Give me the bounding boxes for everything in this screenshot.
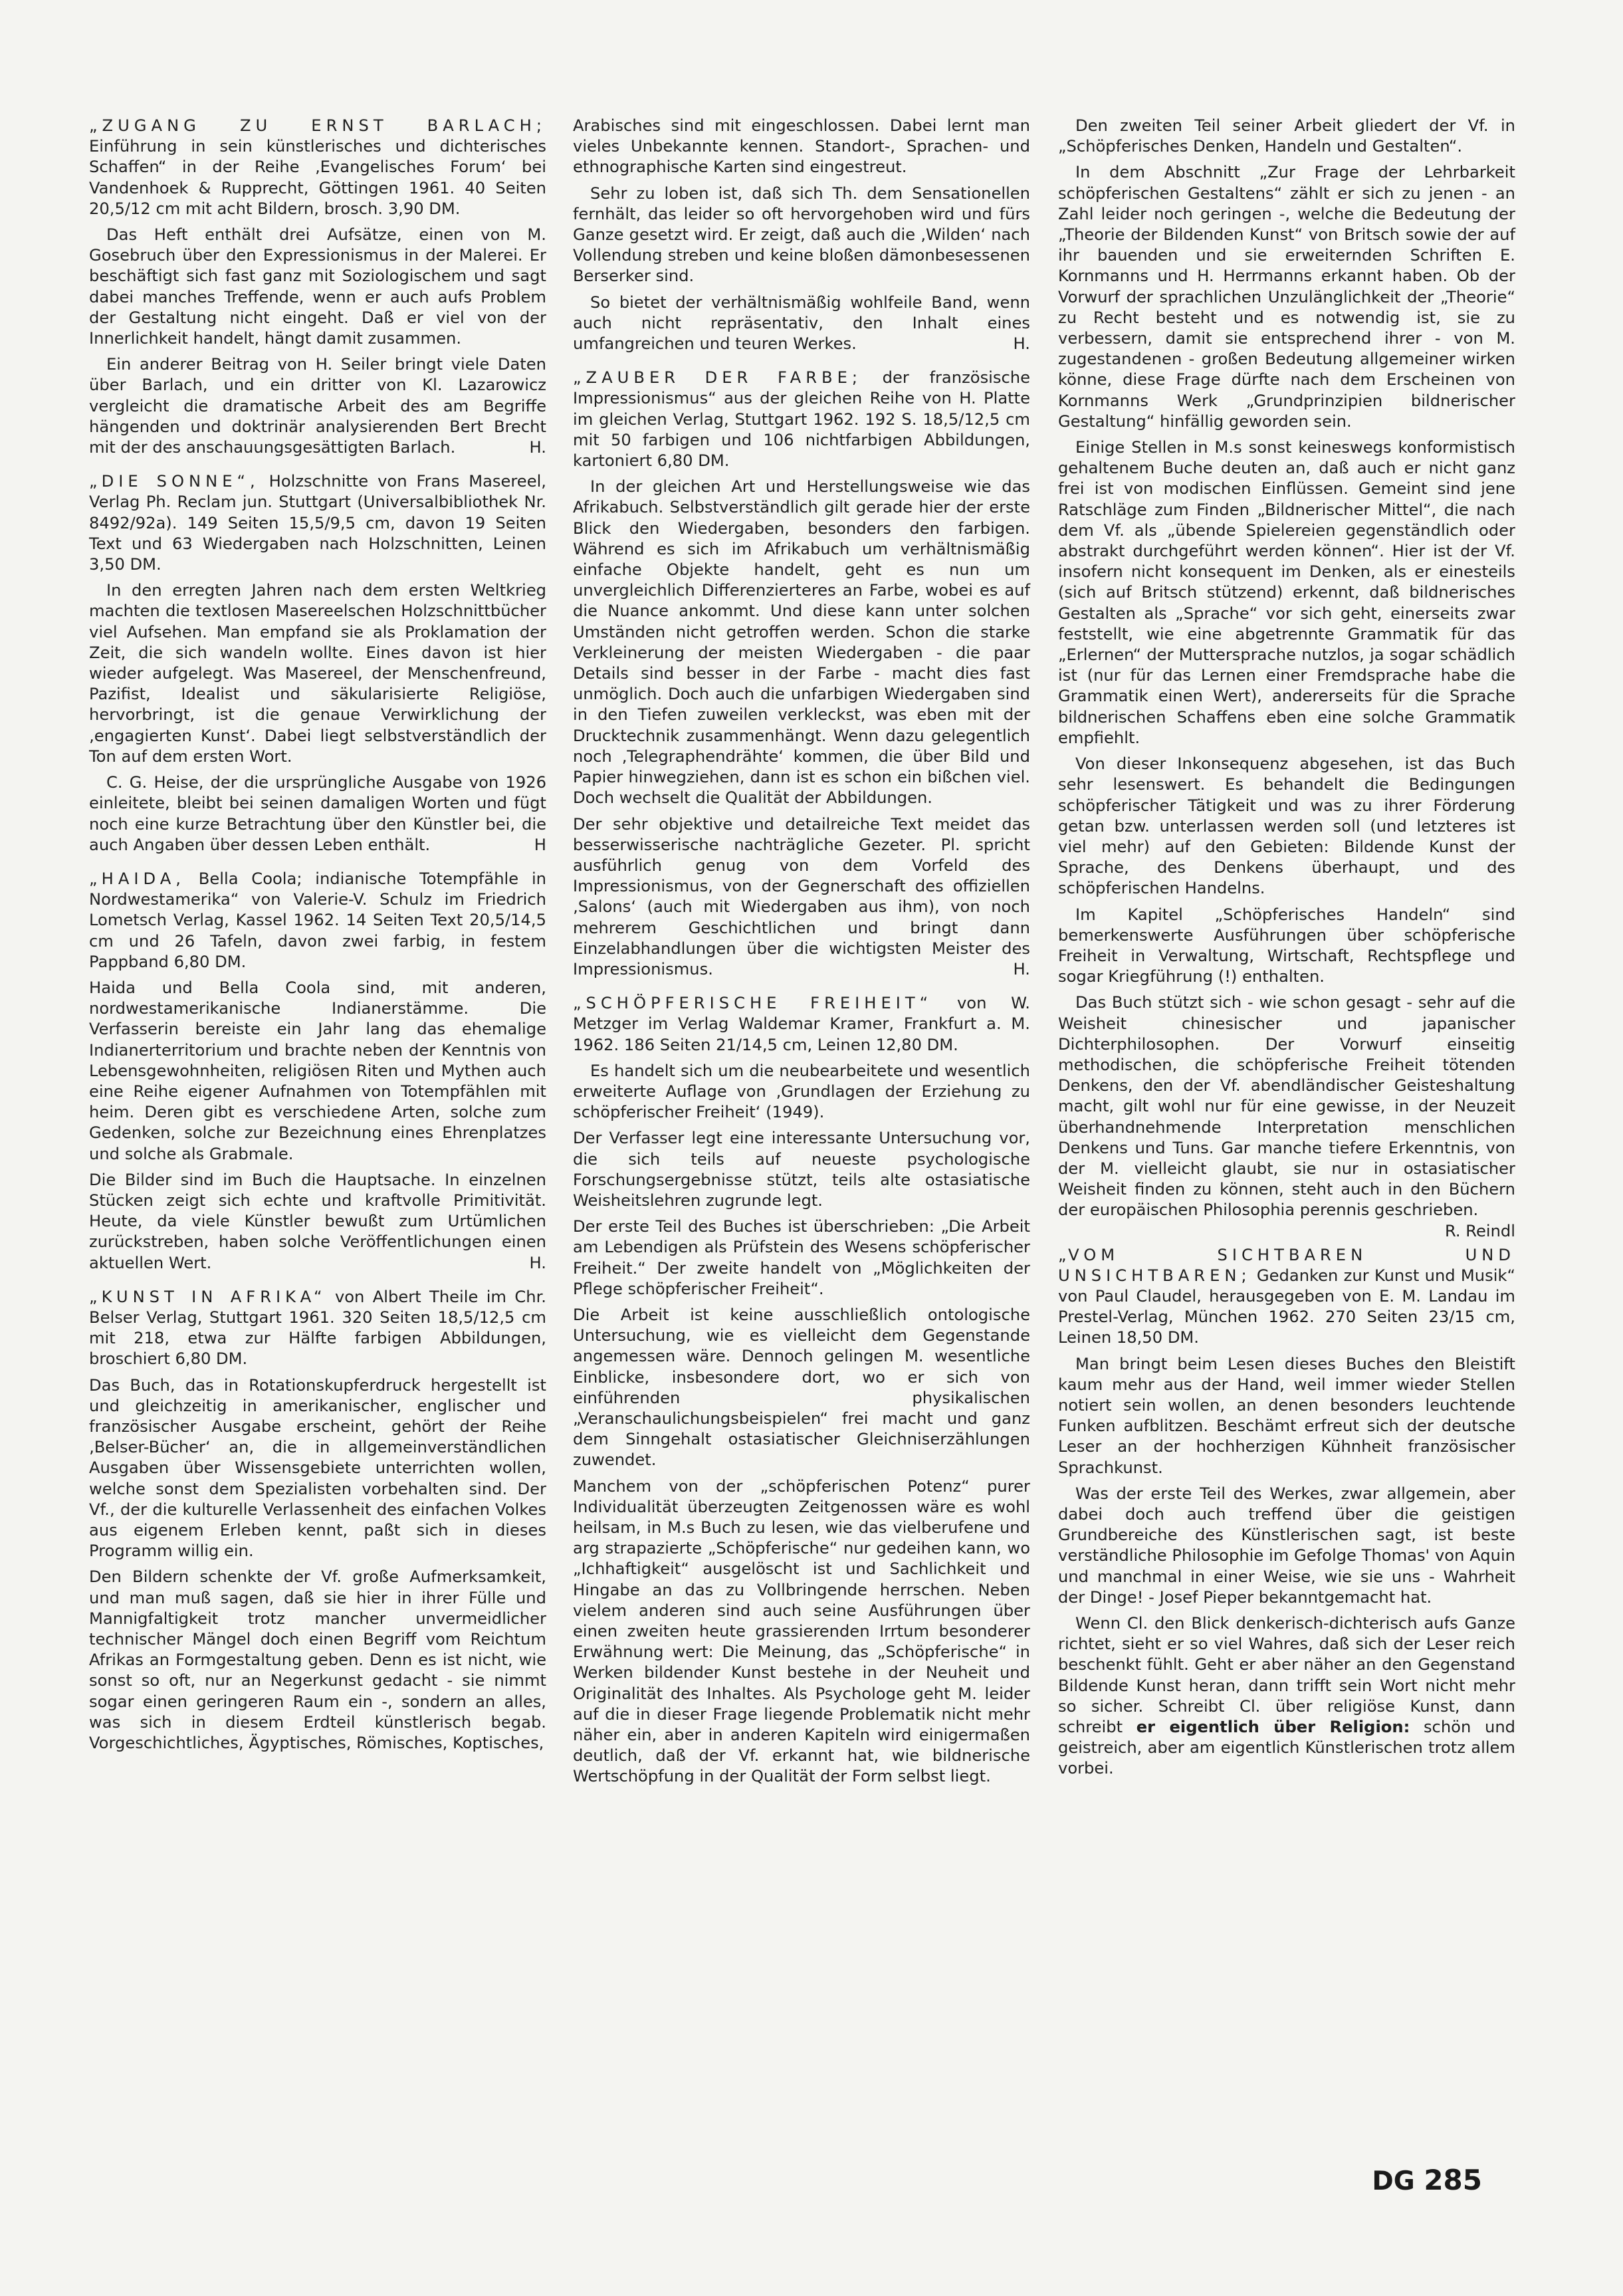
paragraph [89,1170,546,1274]
review-kunst-in-afrika-continued [573,116,1030,354]
review-heading [573,993,1030,1056]
reviewer-signature: R. Reindl [1444,1221,1515,1240]
review-heading [89,1287,546,1370]
paragraph [89,772,546,856]
emphasis-text: er eigentlich über Religion: [1136,1718,1410,1737]
paragraph-text: Wenn Cl. den Blick denkerisch-dichterisch aufs Ganze richtet, sieht er so viel Wahres, daß sich der Leser reich beschenkt fühlt. Geht er aber näher an den Gegenstand Bildende Kunst heran, dann trifft sein Wort nicht mehr so sicher. Schreibt Cl. über religiöse Kunst, dann schreibt [1058,1614,1515,1737]
review-details: von Albert Theile im Chr. Belser Verlag, Stuttgart 1961. 320 Seiten 18,5/12,5 cm mit 218, etwa zur Hälfte farbigen Abbildungen, broschiert 6,80 DM. [89,1287,546,1369]
paragraph: Der Verfasser legt eine interessante Untersuchung vor, die sich teils auf neueste psychologische Forschungsergebnisse stützt, teils alte ostasiatische Weisheitslehren zugrunde legt. [573,1129,1030,1210]
review-heading [89,116,546,219]
review-title: „DIE SONNE“, [89,472,260,491]
text-column-3 [1058,116,1515,1793]
review-title: „KUNST IN AFRIKA“ [89,1287,327,1306]
review-details: Bella Coola; indianische Totempfähle in Nordwestamerika“ von Valerie-V. Schulz im Friedrich Lometsch Verlag, Kassel 1962. 14 Seiten Text 20,5/14,5 cm und 26 Tafeln, davon zwei farbig, in festem Pappband 6,80 DM. [89,869,546,971]
paragraph-text: Der sehr objektive und detailreiche Text meidet das besserwisserische nachträgliche Gezeter. Pl. spricht ausführlich genug von dem Vorfeld des Impressionismus, von der Gegnerschaft des offiziellen ‚Salons‘ (auch mit Wiedergaben aus ihm), von noch mehrerem Geschichtlichen und bringt dann Einzelabhandlungen über die wichtigsten Meister des Impressionismus. [573,814,1030,978]
paragraph-text: schön und geistreich, aber am eigentlich Künstlerischen trotz allem vorbei. [1058,1718,1515,1778]
reviewer-signature: H. [1013,959,1030,978]
paragraph: In der gleichen Art und Herstellungsweise wie das Afrikabuch. Selbstverständlich gilt gerade hier der erste Blick den Wiedergaben, besonders den farbigen. Während es sich im Afrikabuch um verhältnismäßig einfache Objekte handelt, geht es nun um unvergleichlich Differenzierteres an Farbe, wobei es auf die Nuance ankommt. Und diese kann unter solchen Umständen nicht getroffen werden. Schon die starke Verkleinerung der meisten Wiedergaben - die paar Details sind besser in der Farbe - macht dies fast unmöglich. Doch auch die unfarbigen Wiedergaben sind in den Tiefen zuweilen verkleckst, was eben mit der Drucktechnik zusammenhängt. Wenn dazu gelegentlich noch ‚Telegraphendrähte‘ kommen, die über Bild und Papier hinwegziehen, dann ist es schon ein bißchen viel. Doch wechselt die Qualität der Abbildungen. [573,477,1030,808]
review-details: der französische Impressionismus“ aus der gleichen Reihe von H. Platte im gleichen Verlag, Stuttgart 1962. 192 S. 18,5/12,5 cm mit 50 farbigen und 106 nichtfarbigen Abbildungen, kartoniert 6,80 DM. [573,368,1030,471]
review-details: Gedanken zur Kunst und Musik“ von Paul Claudel, herausgegeben von E. M. Landau im Prestel-Verlag, München 1962. 270 Seiten 23/15 cm, Leinen 18,50 DM. [1058,1266,1515,1347]
paragraph: Das Heft enthält drei Aufsätze, einen von M. Gosebruch über den Expressionismus in der Malerei. Er beschäftigt sich fast ganz mit Soziologischem und sagt dabei manches Treffende, wenn er auch aufs Problem der Gestaltung nicht eingeht. Daß er viel von der Innerlichkeit handelt, hängt damit zusammen. [89,225,546,348]
review-die-sonne [89,471,546,856]
page-folio [1372,2164,1482,2196]
review-details: Holzschnitte von Frans Masereel, Verlag Ph. Reclam jun. Stuttgart (Universalbibliothek Nr. 8492/92a). 149 Seiten 15,5/9,5 cm, davon 19 Seiten Text und 63 Wiedergaben nach Holzschnitten, Leinen 3,50 DM. [89,472,546,574]
paragraph: Man bringt beim Lesen dieses Buches den Bleistift kaum mehr aus der Hand, weil immer wieder Stellen notiert sein wollen, an denen besonders leuchtende Funken aufblitzen. Beschämt erfreut sich der deutsche Leser an der hochherzigen Kühnheit französischer Sprachkunst. [1058,1354,1515,1477]
paragraph: Den zweiten Teil seiner Arbeit gliedert der Vf. in „Schöpferisches Denken, Handeln und Gestalten“. [1058,116,1515,156]
paragraph-text: Ein anderer Beitrag von H. Seiler bringt viele Daten über Barlach, und ein dritter von Kl. Lazarowicz vergleicht die dramatische Arbeit des am Begriffe hängenden und doktrinär analysierenden Bert Brecht mit der des anschauungsgesättigten Barlach. [89,355,546,457]
paragraph: Von dieser Inkonsequenz abgesehen, ist das Buch sehr lesenswert. Es behandelt die Bedingungen schöpferischer Tätigkeit und was zu ihrer Förderung getan bzw. unterlassen werden soll (und letzteres ist viel mehr) auf den Gebieten: Bildende Kunst der Sprache, des Denkens überhaupt, und des schöpferischen Handelns. [1058,754,1515,898]
paragraph: Einige Stellen in M.s sonst keineswegs konformistisch gehaltenem Buche deuten an, daß auch er nicht ganz frei ist von modischen Einflüssen. Gemeint sind jene Ratschläge zum Finden „Bildnerischer Mittel“, die nach dem Vf. als „übende Spielereien gegenständlich oder abstrakt durchgeführt werden können“. Hier ist der Vf. insofern nicht konsequent im Denken, als er einesteils (sich auf Britsch stützend) erkennt, daß bildnerisches Gestalten als „Sprache“ vor sich geht, einerseits zwar feststellt, wie eine abgetrennte Grammatik für das „Erlernen“ der Muttersprache nutzlos, ja sogar schädlich ist (nur für das Lernen einer Fremdsprache habe die Grammatik einen Wert), andererseits für die Sprache bildnerischen Schaffens eben eine solche Grammatik empfiehlt. [1058,438,1515,747]
review-schoepferische-freiheit-continued [1058,116,1515,1240]
paragraph: Im Kapitel „Schöpferisches Handeln“ sind bemerkenswerte Ausführungen über schöpferische Freiheit in Verwaltung, Wirtschaft, Rechtspflege und sogar Kriegführung (!) enthalten. [1058,905,1515,986]
paragraph [1058,1613,1515,1779]
folio-prefix: DG [1372,2166,1415,2196]
review-barlach [89,116,546,458]
paragraph: Was der erste Teil des Werkes, zwar allgemein, aber dabei doch auch treffend über die geistigen Grundbereiche des Künstlerischen sagt, ist beste verständliche Philosophie im Gefolge Thomas' von Aquin und manchmal in einer Weise, wie sie uns - Wahrheit der Dinge! - Josef Pieper bekanntgemacht hat. [1058,1484,1515,1607]
review-details: von W. Metzger im Verlag Waldemar Kramer, Frankfurt a. M. 1962. 186 Seiten 21/14,5 cm, Leinen 12,80 DM. [573,994,1030,1054]
reviewer-signature: H. [529,438,546,457]
review-details: Einführung in sein künstlerisches und dichterisches Schaffen“ in der Reihe ‚Evangelisches Forum‘ bei Vandenhoek & Rupprecht, Göttingen 1961. 40 Seiten 20,5/12 cm mit acht Bildern, brosch. 3,90 DM. [89,137,546,218]
paragraph-text: Die Bilder sind im Buch die Hauptsache. In einzelnen Stücken zeigt sich echte und kraftvolle Primitivität. Heute, da viele Künstler bewußt zum Urtümlichen zurückstreben, haben solche Veröffentlichungen einen aktuellen Wert. [89,1170,546,1272]
text-column-1 [89,116,546,1767]
review-heading [1058,1245,1515,1349]
paragraph [89,354,546,458]
page-number: 285 [1424,2164,1482,2196]
paragraph: Haida und Bella Coola sind, mit anderen, nordwestamerikanische Indianerstämme. Die Verfasserin bereiste ein Jahr lang das ehemalige Indianerterritorium und brachte neben der Kenntnis von Lebensgewohnheiten, religiösen Riten und Mythen auch eine Reihe eigener Aufnahmen von Totempfählen mit heim. Deren gibt es verschiedene Arten, solche zum Gedenken, solche zur Bezeichnung eines Ehrenplatzes und solche als Grabmale. [89,978,546,1163]
review-heading [89,869,546,973]
paragraph [573,814,1030,980]
paragraph: Den Bildern schenkte der Vf. große Aufmerksamkeit, und man muß sagen, daß sie hier in ihrer Fülle und Mannigfaltigkeit trotz mancher unvermeidlicher technischer Mängel doch einen Begriff vom Reichtum Afrikas an Formgestaltung geben. Denn es ist nicht, wie sonst so oft, nur an Negerkunst gedacht - sie nimmt sogar einen geringeren Raum ein -, sondern an alles, was sich in diesem Erdteil künstlerisch begab. Vorgeschichtliches, Ägyptisches, Römisches, Koptisches, [89,1567,546,1753]
paragraph: In den erregten Jahren nach dem ersten Weltkrieg machten die textlosen Masereelschen Holzschnittbücher viel Aufsehen. Man empfand sie als Proklamation der Zeit, die sich wandeln wollte. Eines davon ist hier wieder aufgelegt. Was Masereel, der Menschenfreund, Pazifist, Idealist und säkularisierte Religiöse, hervorbringt, ist die genaue Verwirklichung der ‚engagierten Kunst‘. Dabei liegt selbstverständlich der Ton auf dem ersten Wort. [89,581,546,766]
paragraph-text: C. G. Heise, der die ursprüngliche Ausgabe von 1926 einleitete, bleibt bei seinen damaligen Worten und fügt noch eine kurze Betrachtung über den Künstler bei, die auch Angaben über dessen Leben enthält. [89,773,546,854]
text-column-2 [573,116,1030,1801]
paragraph: Die Arbeit ist keine ausschließlich ontologische Untersuchung, wie es vielleicht dem Gegenstande angemessen wäre. Dennoch gelingen M. wesentliche Einblicke, insbesondere dort, wo er sich von einführenden physikalischen „Veranschaulichungsbeispielen“ frei macht und ganz dem Sinngehalt ostasiatischer Gleichniserzählungen zuwendet. [573,1305,1030,1470]
review-zauber-der-farbe [573,368,1030,980]
review-haida [89,869,546,1274]
reviewer-signature: H [534,835,546,854]
review-kunst-in-afrika [89,1287,546,1754]
reviewer-signature: H. [529,1253,546,1272]
review-heading [573,368,1030,471]
paragraph: In dem Abschnitt „Zur Frage der Lehrbarkeit schöpferischen Gestaltens“ zählt er sich zu jenen - an Zahl leider noch geringen -, welche die Bedeutung der „Theorie der Bildenden Kunst“ von Britsch sowie der auf ihr bauenden und sie erweiternden Schriften E. Kornmanns und H. Herrmanns erkannt haben. Ob der Vorwurf der sprachlichen Unzulänglichkeit der „Theorie“ zu Recht besteht und es notwendig ist, sie zu verbessern, damit sie entsprechend ihrer - von M. zugestandenen - großen Bedeutung allgemeiner wirken könne, diese Frage dürfte nach dem Erscheinen von Kornmanns Werk „Grundprinzipien bildnerischer Gestaltung“ hinfällig geworden sein. [1058,163,1515,431]
paragraph-text: Das Buch stützt sich - wie schon gesagt - sehr auf die Weisheit chinesischer und japanischer Dichterphilosophen. Der Vorwurf einseitig methodischen, die schöpferische Freiheit tötenden Denkens, den der Vf. abendländischer Geisteshaltung macht, gilt wohl nur für eine gewisse, in der Neuzeit überhandnehmende Interpretation menschlichen Denkens und Tuns. Gar manche tiefere Erkenntnis, von der M. vielleicht glaubt, sie nur in ostasiatischer Weisheit finden zu können, steht auch in den Büchern der europäischen Philosophia perennis geschrieben. [1058,993,1515,1220]
review-title: „HAIDA, [89,869,185,888]
review-title: „ZAUBER DER FARBE; [573,368,863,388]
paragraph [1058,992,1515,1240]
review-title: „VOM SICHTBAREN UND UNSICHTBAREN; [1058,1245,1515,1285]
paragraph: Manchem von der „schöpferischen Potenz“ purer Individualität überzeugten Zeitgenossen wäre es wohl heilsam, in M.s Buch zu lesen, wie das vielberufene und arg strapazierte „Schöpferische“ nur gedeihen kann, wo „Ichhaftigkeit“ ausgelöscht ist und Sachlichkeit und Hingabe an das zu Vollbringende herrschen. Neben vielem anderen sind auch seine Ausführungen über einen zweiten heute grassierenden Irrtum besonderer Erwähnung wert: Die Meinung, das „Schöpferische“ in Werken bildender Kunst bestehe in der Neuheit und Originalität des Inhaltes. Als Psychologe geht M. leider auf die in dieser Frage liegende Problematik nicht mehr näher ein, aber in anderen Kapiteln wird einigermaßen deutlich, daß der Vf. erkannt hat, wie bildnerische Wertschöpfung in der Qualität der Form selbst liegt. [573,1476,1030,1786]
paragraph: Der erste Teil des Buches ist überschrieben: „Die Arbeit am Lebendigen als Prüfstein des Wesens schöpferischer Freiheit.“ Der zweite handelt von „Möglichkeiten der Pflege schöpferischer Freiheit“. [573,1217,1030,1298]
review-title: „SCHÖPFERISCHE FREIHEIT“ [573,994,933,1013]
paragraph: Arabisches sind mit eingeschlossen. Dabei lernt man vieles Unbekannte kennen. Standort-, Sprachen- und ethnographische Karten sind eingestreut. [573,116,1030,177]
review-title: „ZUGANG ZU ERNST BARLACH; [89,116,546,135]
paragraph: Es handelt sich um die neubearbeitete und wesentlich erweiterte Auflage von ‚Grundlagen der Erziehung zu schöpferischer Freiheit‘ (1949). [573,1061,1030,1122]
review-vom-sichtbaren [1058,1245,1515,1779]
paragraph: Sehr zu loben ist, daß sich Th. dem Sensationellen fernhält, das leider so oft hervorgehoben wird und fürs Ganze gesetzt wird. Er zeigt, daß auch die ‚Wilden‘ nach Vollendung streben und keine bloßen dämonbesessenen Berserker sind. [573,183,1030,286]
paragraph [573,292,1030,355]
review-heading [89,471,546,575]
review-schoepferische-freiheit [573,993,1030,1787]
paragraph-text: So bietet der verhältnismäßig wohlfeile Band, wenn auch nicht repräsentativ, den Inhalt eines umfangreichen und teuren Werkes. [573,292,1030,354]
paragraph: Das Buch, das in Rotationskupferdruck hergestellt ist und gleichzeitig in amerikanischer, englischer und französischer Ausgabe erscheint, gehört der Reihe ‚Belser-Bücher‘ an, die in allgemeinverständlichen Ausgaben über Wissensgebiete unterrichten wollen, welche sonst dem Spezialisten vorbehalten sind. Der Vf., der die kulturelle Verlassenheit des einfachen Volkes aus eigenem Erleben kennt, paßt sich in dieses Programm willig ein. [89,1375,546,1561]
reviewer-signature: H. [1013,334,1030,354]
